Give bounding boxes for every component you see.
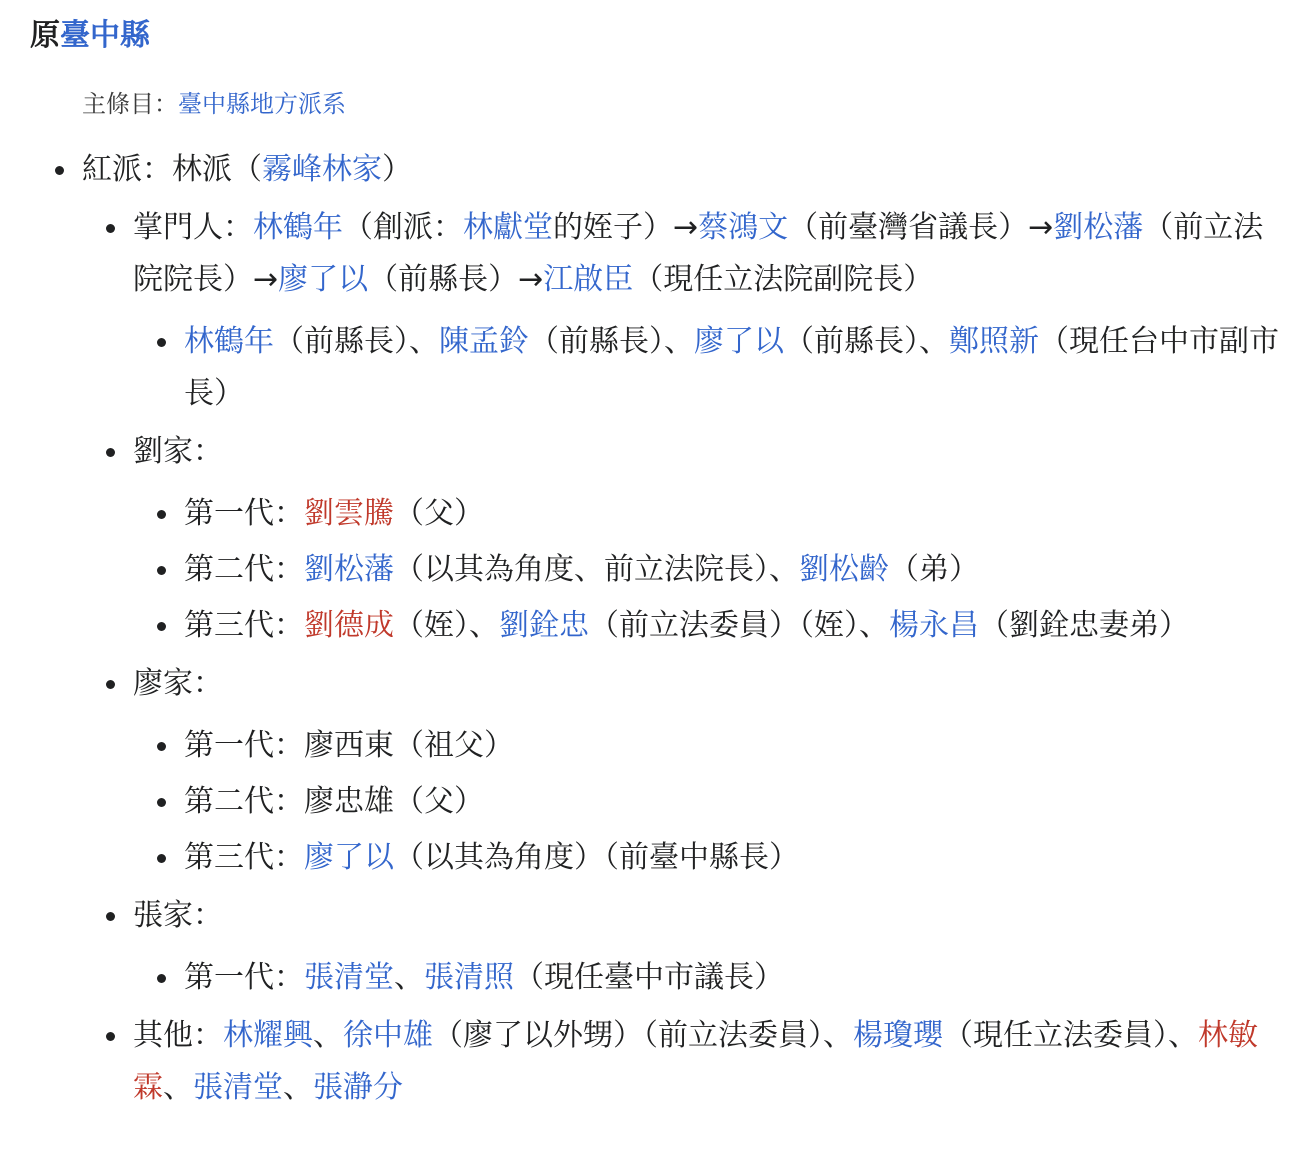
list-item [133,658,1287,884]
generation-label: 第一代： [184,960,304,995]
person-link-missing[interactable]: 林敏霖 [133,1018,1258,1105]
family-sublist [184,952,1287,1004]
list-item-label: 其他： [133,1018,223,1053]
person-link[interactable]: 陳孟鈴 [439,324,529,359]
list-item-text: （現任立法委員）、 [943,1018,1198,1053]
person-link[interactable]: 劉松藩 [1053,210,1144,245]
faction-label: 紅派：林派（ [82,152,262,187]
hatnote-prefix: 主條目： [82,90,178,118]
list-item [184,952,1287,1004]
list-item [184,316,1287,420]
list-item-text: （弟） [889,552,979,587]
list-item-text: （現任臺中市議長） [514,960,784,995]
hatnote [82,86,346,122]
list-item-text: 、 [394,960,424,995]
heading-link[interactable]: 臺中縣 [60,18,150,53]
list-item [82,144,1287,1114]
family-label: 劉家： [133,434,223,469]
list-item-text: （劉銓忠妻弟） [979,608,1189,643]
person-link[interactable]: 劉松齡 [799,552,889,587]
list-item-text: （以其為角度）（前臺中縣長） [394,840,799,875]
list-item-text: （前立法委員）（姪）、 [589,608,889,643]
list-item-text: 、 [283,1070,313,1105]
person-link[interactable]: 林獻堂 [463,210,553,245]
heading-prefix: 原 [30,18,60,53]
list-item-label: 掌門人： [133,210,253,245]
list-item-text: （前縣長）→ [368,262,544,297]
list-item-text: （前縣長）、 [784,324,949,359]
person-link[interactable]: 江啟臣 [543,262,634,297]
list-item-text: （前立法院院長）→ [133,210,1264,297]
person-link[interactable]: 徐中雄 [343,1018,433,1053]
generation-label: 第三代： [184,840,304,875]
list-item [184,544,1287,596]
list-item-text: （前縣長）、 [529,324,694,359]
person-link[interactable]: 林耀興 [223,1018,313,1053]
list-item-text: （父） [394,496,484,531]
person-link[interactable]: 蔡鴻文 [698,210,789,245]
person-link[interactable]: 張瀞分 [313,1070,403,1105]
generation-label: 第二代： [184,552,304,587]
generation-label: 第一代： [184,496,304,531]
family-sublist [184,720,1287,884]
list-item-text: 第二代：廖忠雄（父） [184,784,484,819]
list-item [184,488,1287,540]
person-link[interactable]: 劉松藩 [304,552,394,587]
person-link[interactable]: 林鶴年 [184,324,274,359]
family-sublist [184,488,1287,652]
list-item [133,890,1287,1004]
family-label: 張家： [133,898,223,933]
list-item [184,832,1287,884]
person-link[interactable]: 廖了以 [694,324,784,359]
family-label: 廖家： [133,666,223,701]
generation-label: 第三代： [184,608,304,643]
person-link[interactable]: 鄭照新 [949,324,1039,359]
list-item [184,776,1287,828]
faction-sublist [133,202,1287,1114]
person-link[interactable]: 楊瓊瓔 [853,1018,943,1053]
list-item [133,1010,1287,1114]
person-link[interactable]: 楊永昌 [889,608,979,643]
list-item-text: （廖了以外甥）（前立法委員）、 [433,1018,853,1053]
faction-list [82,144,1287,1114]
list-item-text: （現任台中市副市長） [184,324,1279,411]
list-item-text: 、 [313,1018,343,1053]
list-item-text: （以其為角度、前立法院長）、 [394,552,799,587]
section-heading [30,14,150,58]
person-link[interactable]: 劉銓忠 [499,608,589,643]
faction-link[interactable]: 霧峰林家 [262,152,382,187]
list-item [184,600,1287,652]
person-link[interactable]: 廖了以 [304,840,394,875]
person-link[interactable]: 張清堂 [193,1070,283,1105]
faction-suffix: ） [382,152,412,187]
person-link[interactable]: 廖了以 [278,262,369,297]
list-item-text: （前臺灣省議長）→ [788,210,1054,245]
leaders-sublist [184,316,1287,420]
list-item-text: （現任立法院副院長） [633,262,934,297]
list-item-text: （姪）、 [394,608,499,643]
list-item-text: 第一代：廖西東（祖父） [184,728,514,763]
person-link[interactable]: 張清照 [424,960,514,995]
list-item-text: 、 [163,1070,193,1105]
person-link-missing[interactable]: 劉德成 [304,608,394,643]
list-item-text: （前縣長）、 [274,324,439,359]
list-item-text: 的姪子）→ [553,210,699,245]
person-link-missing[interactable]: 劉雲騰 [304,496,394,531]
list-item-text: （創派： [343,210,463,245]
list-item [184,720,1287,772]
list-item [133,202,1287,420]
list-item [133,426,1287,652]
hatnote-link[interactable]: 臺中縣地方派系 [178,90,346,118]
person-link[interactable]: 張清堂 [304,960,394,995]
person-link[interactable]: 林鶴年 [253,210,343,245]
